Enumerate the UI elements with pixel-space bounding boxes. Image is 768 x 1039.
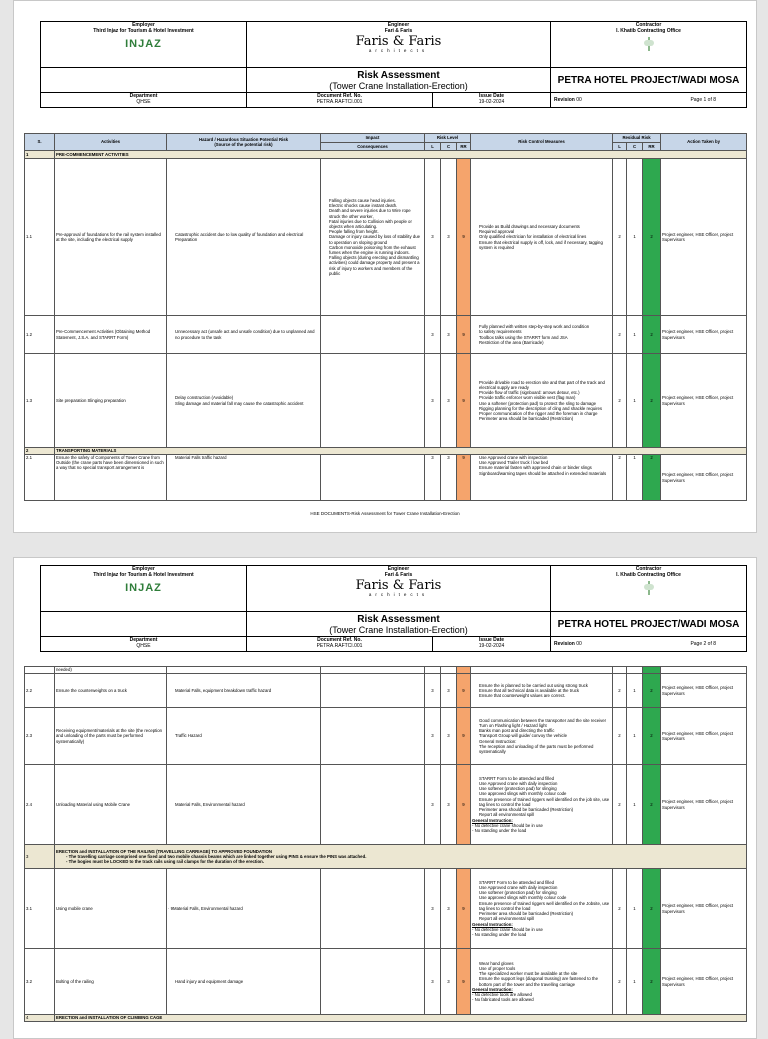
project-name: PETRA HOTEL PROJECT/WADI MOSA xyxy=(557,74,740,86)
doc-title: Risk Assessment xyxy=(357,69,440,81)
engineer-cell: Engineer Fari & Faris Faris & Faris architects xyxy=(247,22,551,68)
employer-cell: Employer Third Injaz for Tourism & Hotel Investment INJAZ xyxy=(41,22,247,68)
table-row: 2.1 Ensure the safety of Components of Tower Crane from Outside (the crane parts have been dimensioned in such a way that no special transport arrangement is • Material Falls traffic hazard 3 3 9 • Use Approved crane with inspection • Use Approved Trailer truck / low bed • Ensure material fasten with approved chain or binder slings • Signboard/warning tapes should be attached in extended materials 2 1 2 Project engineer, HSE Officer, project Supervisors xyxy=(25,455,747,501)
document-header: Employer Third Injaz for Tourism & Hotel Investment INJAZ Engineer Fari & Faris Faris & Faris architects Contractor I. Khatib Contracting Office Risk Assessment (Tower Crane Installation-Erection) PETRA HOTEL PROJECT/WADI MOSA Department QHSE Document Ref. No. PETRA.RAFTCI.001 Issue Date 19-02-2024 Revision 00 Page 2 of 8 xyxy=(40,565,747,652)
section-row: 2 TRANSPORTING MATERIALS xyxy=(25,448,747,455)
table-row: 3.1 Using mobile crane · 9Material Falls, Environmental hazard 3 3 9 • STARRT Form to be attended and filled • Use Approved crane with daily inspection • Use softener (protection pad) for slinging • Use approved slings with monthly colour code • Ensure presence of trained riggers well identified on the Jobsite, use tag lines to control the load • Perimeter area should be barricaded (Restriction) • Report all environmental spill General Instruction: - No defective crane should be in use - No standing under the load 2 1 2 Project engineer, HSE Officer, project Supervisors xyxy=(25,869,747,949)
table-row: 2.2 Ensure the counterweights on a truck • Material Falls, equipment breakdown traffic hazard 3 3 9 • Ensure the is planned to be carried out using strong truck • Ensure that all technical data is available at the truck • Ensure that counterweight values are correct. 2 1 2 Project engineer, HSE Officer, project Supervisors xyxy=(25,674,747,708)
tree-logo-icon xyxy=(644,581,654,595)
residual-rating-low: 2 xyxy=(643,159,661,316)
table-row: 1.3 Site preparation Slinging preparation • Delay construction (Avoidable) • Sling damage and material fall may cause the catastrophic accident 3 3 9 • Provide drivable road to erection site and that part of the track and electrical supply are ready • Provide flow of traffic (signboard: arrows detour, etc.) • Provide traffic enforcer worn visible vest (flag man) • Use a softener (protection pad) to protect the sling to damage • Rigging planning for the description of cling and shackle requires • Proper communication of the rigger and the foreman in charge • Perimeter area should be barricaded (Restriction) 2 1 2 Project engineer, HSE Officer, project Supervisors xyxy=(25,354,747,448)
table-row: 1.1 Pre-approval of foundations for the rail system installed at the site, including the electrical supply • Catastrophic accident due to low quality of foundation and electrical Preparation • Falling objects cause head injuries. • Electric shocks cause instant death. • Death and severe injuries due to Wire rope struck the other worker, • Fatal injuries due to Collision with people or objects when articulating. • People falling from height. • Damage or injury caused by loss of stability due to operation on sloping ground • Carbon monoxide poisoning from the exhaust fumes when the engine is running indoors. • Falling objects (during erecting and dismantling activities) could damage property and present a risk of injury to workers and members of the public 3 3 9 • Provide as Build drawings and necessary documents • Required approval • Only qualified electrician for installation of electrical lines • Ensure that electrical supply is off, lock, and if necessary, tagging system is required 2 1 2 Project engineer, HSE Officer, project Supervisors xyxy=(25,159,747,316)
injaz-logo: INJAZ xyxy=(125,582,162,594)
page-footer: HSE DOCUMENTS-Risk Assessment for Tower Crane Installation-Erection xyxy=(310,511,460,516)
table-row: 3.2 Bolting of the railing • Hand injury and equipment damage 3 3 9 • Wear hand gloves • Use of proper tools • The specialized worker must be available at the site • Ensure the support legs (diagonal trussing) are fastened to the bottom part of the tower and the travelling carriage General Instruction: - No defective tools are allowed - No fabricated tools are allowed 2 1 2 Project engineer, HSE Officer, project Supervisors xyxy=(25,949,747,1015)
section-row: 3 ERECTION and INSTALLATION OF THE RAILING (TRAVELLING CARRIAGE) TO APPROVED FOUNDATION - The travelling carriage comprised one fixed and two mobile chassis beams which are linked together using PINS & ensure the PINS was attached. - The bogies must be LOCKED to the track rails using rail clamps for the duration of the erection. xyxy=(25,845,747,869)
risk-table-page-1: S. Activities Hazard / Hazardous Situation Potential Risk (Source of the potential risk) Impact Risk Level Risk Control Measures Residual Risk Action Taken by Consequences L C RR L C RR 1 PRE-COMMENCEMENT ACTIVITIES 1.1 Pre-approval of foundations for the rail system installed at the site, including the electrical supply • Catastrophic accident due to low quality of foundation and electrical Preparation • Falling objects cause head injuries. • Electric shocks cause instant death. • Death and severe injuries due to Wire rope struck the other worker, • Fatal injuries due to Collision with people or objects when articulating. • People falling from height. • Damage or injury caused by loss of stability due to operation on sloping ground • Carbon monoxide poisoning from the exhaust fumes when the engine is running indoors. • Falling objects (during erecting and dismantling activities) could damage property and present a risk of injury to workers and members of the public 3 3 9 • Provide as Build drawings and necessary documents • Required approval • Only qualified electrician for installation of electrical lines • Ensure that electrical supply is off, lock, and if necessary, tagging system is required 2 1 2 Project engineer, HSE Officer, project Supervisors 1.2 Pre-Commencement Activities (Obtaining Method Statement, J.S.A. and STARRT Form) • Unnecessary act (unsafe act and unsafe condition) due to unplanned and no procedure to the task 3 3 9 • Fully planned with written step-by-step work and condition • to safety requirements • Toolbox talks using the STARRT form and JSA • Restriction of the area (Barricade) 2 1 2 Project engineer, HSE Officer, project Supervisors 1.3 Site preparation Slinging preparation • Delay construction (Avoidable) • Sling damage and material fall may cause the catastrophic accident 3 3 9 • Provide drivable road to erection site and that part of the track and electrical supply are ready • Provide flow of traffic (signboard: arrows detour, etc.) • Provide traffic enforcer worn visible vest (flag man) • Use a softener (protection pad) to protect the sling to damage • Rigging planning for the description of cling and shackle requires • Proper communication of the rigger and the foreman in charge • Perimeter area should be barricaded (Restriction) 2 1 2 Project engineer, HSE Officer, project Supervisors 2 TRANSPORTING MATERIALS 2.1 Ensure the safety of Components of Tower Crane from Outside (the crane parts have been dimensioned in such a way that no special transport arrangement is • Material Falls traffic hazard 3 3 9 • Use Approved crane with inspection • Use Approved Trailer truck / low bed • Ensure material fasten with approved chain or binder slings • Signboard/warning tapes should be attached in extended materials 2 1 2 Project engineer, HSE Officer, project Supervisors xyxy=(24,133,747,501)
injaz-logo: INJAZ xyxy=(125,38,162,50)
section-row: 1 PRE-COMMENCEMENT ACTIVITIES xyxy=(25,151,747,159)
risk-table-page-2: needed) 2.2 Ensure the counterweights on a truck • Material Falls, equipment breakdown traffic hazard 3 3 9 • Ensure the is planned to be carried out using strong truck • Ensure that all technical data is available at the truck • Ensure that counterweight values are correct. 2 1 2 Project engineer, HSE Officer, project Supervisors 2.3 Receiving equipment/materials at the site (the reception and unloading of the parts must be performed systematically) • Traffic Hazard 3 3 9 • Good communication between the transporter and the site receiver • Turn on Flashing light / Hazard light • Banks man post and directing the traffic • Transport Group will guide/ convoy the vehicle • General Instruction: • The reception and unloading of the parts must be performed systematically 2 1 2 Project engineer, HSE Officer, project Supervisors 2.4 Unloading Material using Mobile Crane • Material Falls, Environmental hazard 3 3 9 • STARRT Form to be attended and filled • Use Approved crane with daily inspection • Use softener (protection pad) for slinging • Use approved slings with monthly colour code • Ensure presence of trained riggers well identified on the job site, use tag lines to control the load • Perimeter area should be barricaded (Restriction) • Report all environmental spill General Instruction: - No defective crane should be in use - No standing under the load 2 1 2 Project engineer, HSE Officer, project Supervisors 3 ERECTION and INSTALLATION OF THE RAILING (TRAVELLING CARRIAGE) TO APPROVED FOUNDATION - The travelling carriage comprised one fixed and two mobile chassis beams which are linked together using PINS & ensure the PINS was attached. - The bogies must be LOCKED to the track rails using rail clamps for the duration of the erection. 3.1 Using mobile crane · 9Material Falls, Environmental hazard 3 3 9 • STARRT Form to be attended and filled • Use Approved crane with daily inspection • Use softener (protection pad) for slinging • Use approved slings with monthly colour code • Ensure presence of trained riggers well identified on the Jobsite, use tag lines to control the load • Perimeter area should be barricaded (Restriction) • Report all environmental spill General Instruction: - No defective crane should be in use - No standing under the load 2 1 2 Project engineer, HSE Officer, project Supervisors 3.2 Bolting of the railing • Hand injury and equipment damage 3 3 9 • Wear hand gloves • Use of proper tools • The specialized worker must be available at the site • Ensure the support legs (diagonal trussing) are fastened to the bottom part of the tower and the travelling carriage General Instruction: - No defective tools are allowed - No fabricated tools are allowed 2 1 2 Project engineer, HSE Officer, project Supervisors 4 ERECTION and INSTALLATION OF CLIMBING CAGE xyxy=(24,666,747,1022)
page-number: Page 1 of 8 xyxy=(690,97,717,103)
doc-subtitle: (Tower Crane Installation-Erection) xyxy=(329,80,468,91)
page-number: Page 2 of 8 xyxy=(690,641,717,647)
document-page-1 xyxy=(13,0,757,533)
document-header: Employer Third Injaz for Tourism & Hotel Investment INJAZ Engineer Fari & Faris Faris & Faris architects Contractor I. Khatib Contracting Office Risk Assessment (Tower Crane Installation-Erection) PETRA HOTEL PROJECT/WADI MOSA Department QHSE Document Ref. No. PETRA.RAFTCI.001 Issue Date 19-02-2024 Revision 00 Page 1 of 8 xyxy=(40,21,747,108)
table-row: 1.2 Pre-Commencement Activities (Obtaining Method Statement, J.S.A. and STARRT Form) • Unnecessary act (unsafe act and unsafe condition) due to unplanned and no procedure to the task 3 3 9 • Fully planned with written step-by-step work and condition • to safety requirements • Toolbox talks using the STARRT form and JSA • Restriction of the area (Barricade) 2 1 2 Project engineer, HSE Officer, project Supervisors xyxy=(25,316,747,354)
section-row: 4 ERECTION and INSTALLATION OF CLIMBING CAGE xyxy=(25,1015,747,1022)
risk-rating-high: 9 xyxy=(457,159,471,316)
faris-logo: Faris & Faris xyxy=(355,578,442,593)
document-page-2 xyxy=(13,557,757,1039)
faris-logo: Faris & Faris xyxy=(355,34,442,49)
contractor-cell: Contractor I. Khatib Contracting Office xyxy=(551,22,747,68)
table-row: 2.4 Unloading Material using Mobile Crane • Material Falls, Environmental hazard 3 3 9 • STARRT Form to be attended and filled • Use Approved crane with daily inspection • Use softener (protection pad) for slinging • Use approved slings with monthly colour code • Ensure presence of trained riggers well identified on the job site, use tag lines to control the load • Perimeter area should be barricaded (Restriction) • Report all environmental spill General Instruction: - No defective crane should be in use - No standing under the load 2 1 2 Project engineer, HSE Officer, project Supervisors xyxy=(25,765,747,845)
tree-logo-icon xyxy=(644,37,654,51)
table-row: 2.3 Receiving equipment/materials at the site (the reception and unloading of the parts must be performed systematically) • Traffic Hazard 3 3 9 • Good communication between the transporter and the site receiver • Turn on Flashing light / Hazard light • Banks man post and directing the traffic • Transport Group will guide/ convoy the vehicle • General Instruction: • The reception and unloading of the parts must be performed systematically 2 1 2 Project engineer, HSE Officer, project Supervisors xyxy=(25,708,747,765)
